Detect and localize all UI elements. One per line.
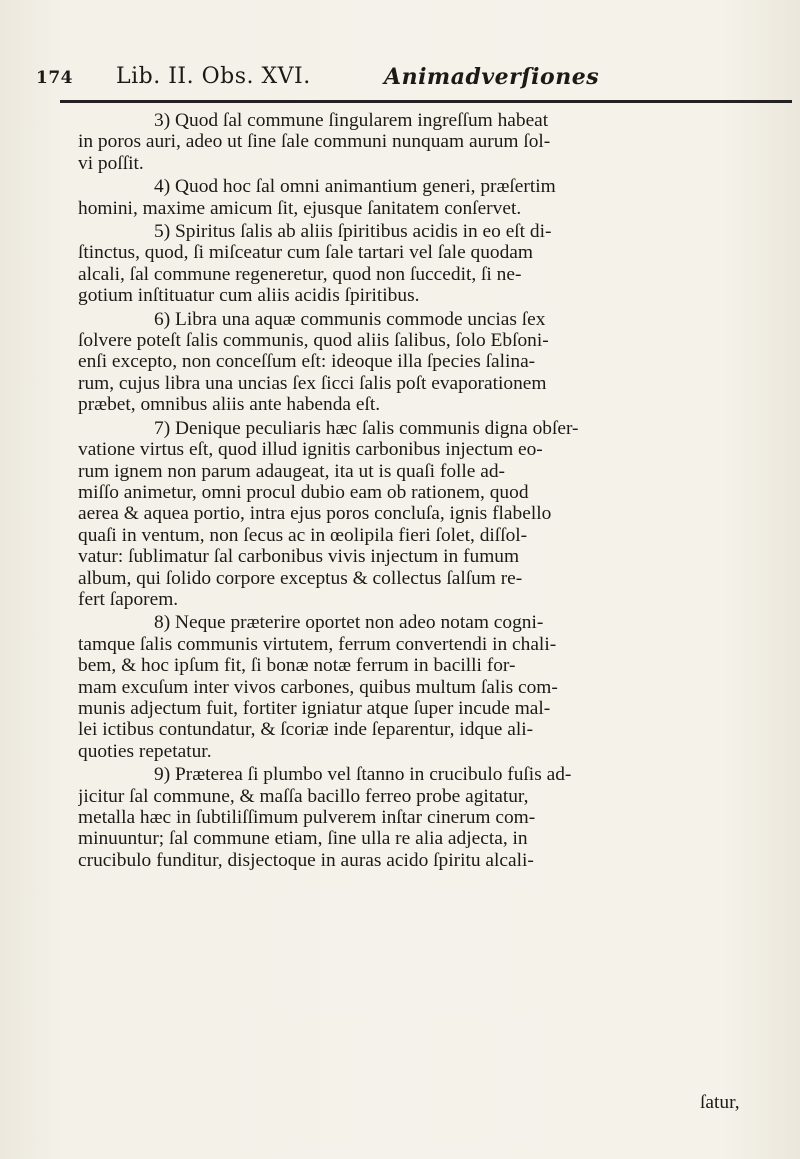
running-head-title: Animadverſiones: [384, 64, 600, 90]
text-line: vi poſſit.: [78, 152, 144, 174]
text-line: ſtinctus, quod, ſi miſceatur cum ſale tartari vel ſale quodam: [78, 242, 533, 264]
text-line: bem, & hoc ipſum fit, ſi bonæ notæ ferrum in bacilli for-: [78, 655, 516, 677]
text-line: 5) Spiritus ſalis ab aliis ſpiritibus acidis in eo eſt di-: [154, 221, 552, 243]
text-line: ſolvere poteſt ſalis communis, quod aliis ſalibus, ſolo Ebſoni-: [78, 330, 549, 352]
text-line: tamque ſalis communis virtutem, ferrum convertendi in chali-: [78, 633, 557, 655]
body-text: [78, 110, 790, 873]
header-rule: [60, 100, 792, 103]
text-line: in poros auri, adeo ut ſine ſale communi nunquam aurum ſol-: [78, 131, 551, 153]
page-header: [36, 60, 796, 100]
text-line: vatur: ſublimatur ſal carbonibus vivis injectum in fumum: [78, 546, 520, 568]
text-line: rum, cujus libra una uncias ſex ſicci ſalis poſt evaporationem: [78, 372, 547, 394]
text-line: album, qui ſolido corpore exceptus & collectus ſalſum re-: [78, 567, 523, 589]
text-line: quaſi in ventum, non ſecus ac in œolipila fieri ſolet, diſſol-: [78, 524, 528, 546]
paragraph: [78, 309, 790, 416]
text-line: rum ignem non parum adaugeat, ita ut is quaſi folle ad-: [78, 460, 506, 482]
page-number: 174: [36, 68, 73, 88]
text-line: 8) Neque præterire oportet non adeo notam cogni-: [154, 612, 544, 634]
text-line: metalla hæc in ſubtiliſſimum pulverem inſtar cinerum com-: [78, 807, 536, 828]
text-line: quoties repetatur.: [78, 740, 212, 762]
text-line: lei ictibus contundatur, & ſcoriæ inde ſeparentur, idque ali-: [78, 719, 534, 741]
text-line: miſſo animetur, omni procul dubio eam ob rationem, quod: [78, 481, 529, 503]
text-line: homini, maxime amicum ſit, ejusque ſanitatem conſervet.: [78, 197, 522, 219]
text-line: alcali, ſal commune regeneretur, quod non ſuccedit, ſi ne-: [78, 263, 522, 285]
text-line: aerea & aquea portio, intra ejus poros concluſa, ignis flabello: [78, 503, 552, 525]
running-head-book: Lib. II. Obs. XVI.: [116, 64, 311, 89]
paragraph: [78, 176, 790, 219]
text-line: vatione virtus eſt, quod illud ignitis carbonibus injectum eo-: [78, 439, 543, 461]
paragraph: [78, 418, 790, 611]
text-line: fert ſaporem.: [78, 588, 179, 610]
paragraph: [78, 110, 790, 174]
text-line: crucibulo funditur, disjectoque in auras acido ſpiritu alcali-: [78, 849, 534, 871]
text-line: 6) Libra una aquæ communis commode uncias ſex: [154, 308, 546, 330]
text-line: gotium inſtituatur cum aliis acidis ſpiritibus.: [78, 285, 420, 307]
text-line: præbet, omnibus aliis ante habenda eſt.: [78, 394, 381, 416]
text-line: 3) Quod ſal commune ſingularem ingreſſum habeat: [154, 110, 549, 131]
text-line: 7) Denique peculiaris hæc ſalis communis digna obſer-: [154, 417, 579, 439]
catchword: ſatur,: [700, 1092, 740, 1113]
text-line: minuuntur; ſal commune etiam, ſine ulla re alia adjecta, in: [78, 828, 528, 850]
text-line: enſi excepto, non conceſſum eſt: ideoque illa ſpecies ſalina-: [78, 351, 536, 373]
text-line: jicitur ſal commune, & maſſa bacillo ferreo probe agitatur,: [78, 785, 529, 807]
text-line: 9) Præterea ſi plumbo vel ſtanno in crucibulo fuſis ad-: [154, 764, 572, 786]
paragraph: [78, 764, 790, 871]
paragraph: [78, 612, 790, 762]
text-line: munis adjectum fuit, fortiter igniatur atque ſuper incude mal-: [78, 697, 551, 719]
paragraph: [78, 221, 790, 307]
text-line: mam excuſum inter vivos carbones, quibus multum ſalis com-: [78, 676, 558, 698]
text-line: 4) Quod hoc ſal omni animantium generi, præſertim: [154, 176, 556, 198]
